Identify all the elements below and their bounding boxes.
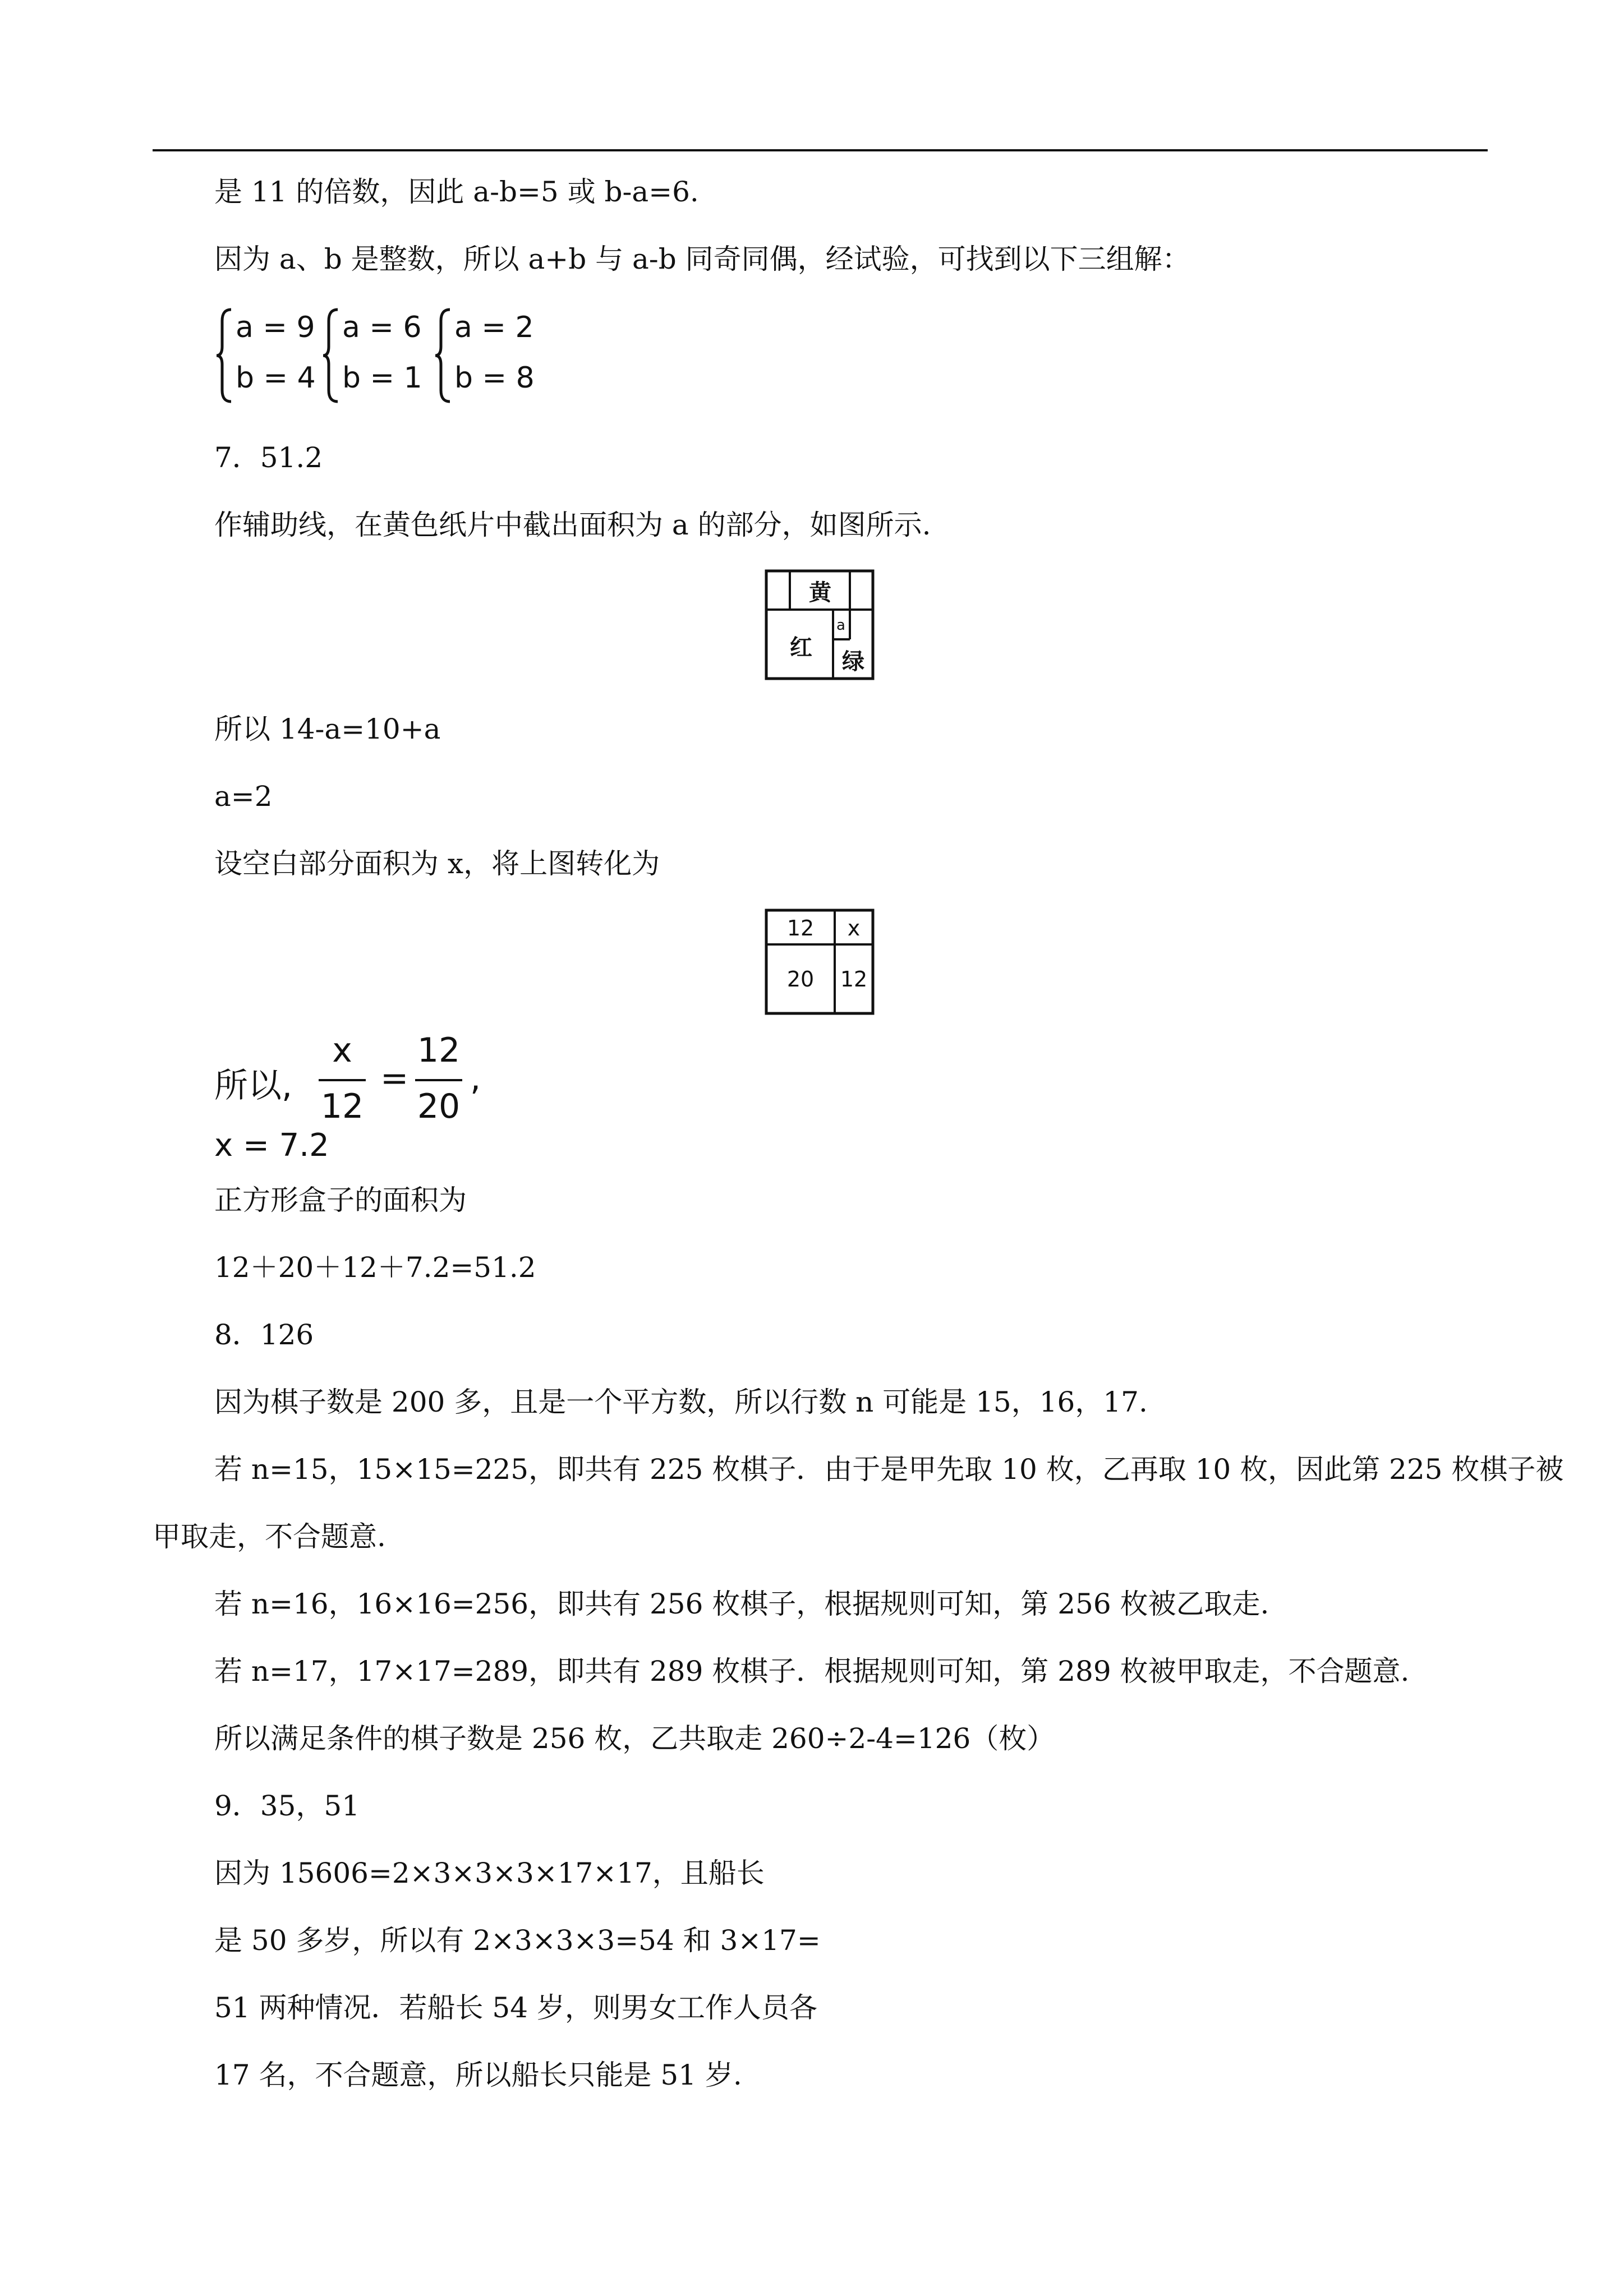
text-line: 是 11 的倍数，因此 a-b=5 或 b-a=6. [214, 176, 699, 208]
answer-9: 9．35，51 [214, 1790, 360, 1822]
text-line: 正方形盒子的面积为 [214, 1184, 467, 1216]
text-line: 作辅助线，在黄色纸片中截出面积为 a 的部分，如图所示. [214, 509, 931, 541]
equals-sign: = [380, 1059, 409, 1098]
formula-prefix: 所以, [214, 1066, 293, 1105]
header-rule [153, 149, 1488, 151]
answer-7: 7．51.2 [214, 441, 323, 474]
text-line: 因为 15606=2×3×3×3×17×17，且船长 [214, 1857, 765, 1889]
text-line: 若 n=17，17×17=289，即共有 289 枚棋子．根据规则可知，第 289 枚被甲取走，不合题意. [214, 1655, 1410, 1688]
text-line: 因为 a、b 是整数，所以 a+b 与 a-b 同奇同偶，经试验，可找到以下三组解： [214, 243, 1190, 275]
equation-b: b = 4 [236, 361, 316, 395]
left-brace-icon [321, 307, 341, 404]
formula-suffix: , [470, 1059, 481, 1098]
answer-8: 8．126 [214, 1318, 314, 1351]
text-line: 所以满足条件的棋子数是 256 枚，乙共取走 260÷2-4=126（枚） [214, 1722, 1055, 1755]
fraction-1-numerator: x [332, 1031, 352, 1070]
equation-system-1 [214, 307, 321, 414]
text-line: 若 n=15，15×15=225，即共有 225 枚棋子．由于是甲先取 10 枚，乙再取 10 枚，因此第 225 枚棋子被 [214, 1453, 1564, 1486]
yellow-label: 黄 [809, 580, 831, 606]
fraction-2-numerator: 12 [417, 1031, 461, 1070]
paper-diagram-figure [765, 569, 876, 681]
text-line: 所以 14-a=10+a [214, 713, 441, 745]
equation-a: a = 9 [236, 311, 315, 344]
equation-system-3 [433, 307, 540, 414]
green-label: 绿 [842, 649, 864, 675]
text-line: 17 名，不合题意，所以船长只能是 51 岁. [214, 2059, 742, 2091]
fraction-bar [415, 1079, 462, 1081]
text-line: a=2 [214, 780, 273, 813]
a-label: a [836, 617, 845, 634]
fraction-bar [319, 1079, 366, 1081]
equation-a: a = 6 [342, 311, 422, 344]
text-line: 是 50 多岁，所以有 2×3×3×3=54 和 3×17= [214, 1924, 821, 1957]
formula-result: x = 7.2 [214, 1127, 329, 1164]
cell-top-left: 12 [786, 916, 815, 940]
text-line: 因为棋子数是 200 多，且是一个平方数，所以行数 n 可能是 15，16，17. [214, 1386, 1148, 1418]
equation-b: b = 1 [342, 361, 422, 395]
text-line: 若 n=16，16×16=256，即共有 256 枚棋子，根据规则可知，第 256 枚被乙取走. [214, 1588, 1269, 1620]
text-line: 甲取走，不合题意. [153, 1520, 386, 1553]
fraction-2-denominator: 20 [417, 1087, 461, 1126]
fraction-1-denominator: 12 [320, 1087, 364, 1126]
left-brace-icon [433, 307, 453, 404]
text-line: 51 两种情况．若船长 54 岁，则男女工作人员各 [214, 1991, 817, 2024]
equation-a: a = 2 [454, 311, 534, 344]
cell-bottom-right: 12 [840, 967, 868, 992]
red-label: 红 [790, 635, 812, 661]
cell-top-right: x [847, 916, 861, 940]
left-brace-icon [214, 307, 234, 404]
equation-b: b = 8 [454, 361, 535, 395]
area-grid-figure [765, 909, 876, 1016]
text-line: 12＋20＋12＋7.2=51.2 [214, 1251, 536, 1284]
equation-system-2 [321, 307, 427, 414]
text-line: 设空白部分面积为 x，将上图转化为 [214, 847, 660, 880]
cell-bottom-left: 20 [786, 967, 815, 992]
